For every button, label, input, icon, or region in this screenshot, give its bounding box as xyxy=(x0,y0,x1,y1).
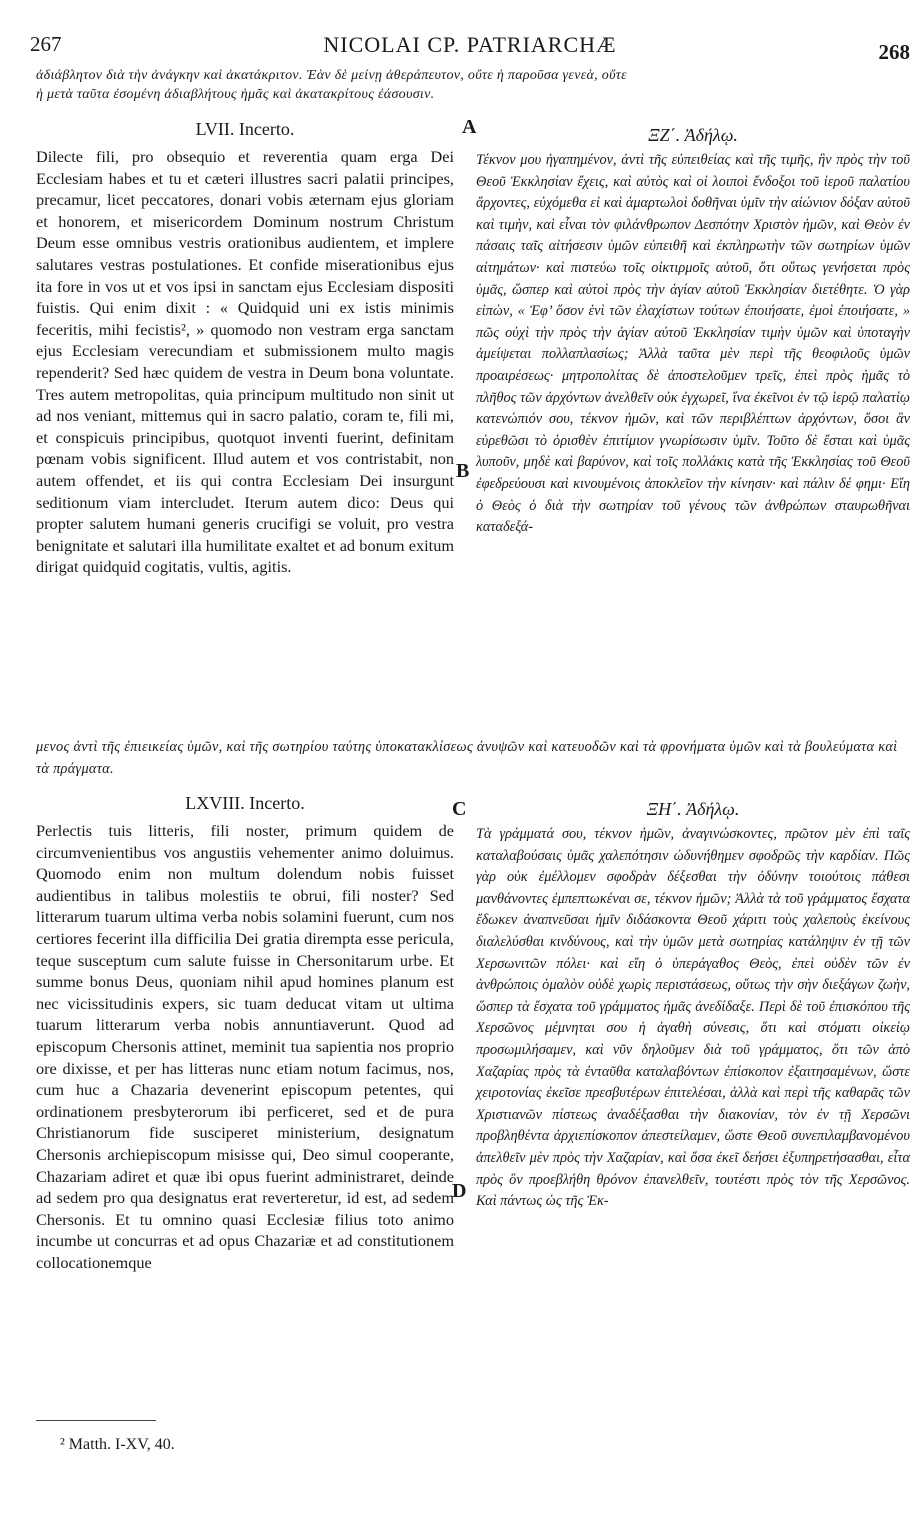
letter-68-latin-text: Perlectis tuis litteris, fili noster, primum quidem de circumvenientibus vos angustiis vehementer animo doluimus. Quomodo enim non multum dolendum nobis fuisset audientibus in talibus molestiis te obrui, fili noster? Sed litterarum tuarum ultima verba nobis solamini fuerunt, cum nos certiores fecerint illa difficilia Dei gratia dirempta esse pericula, teque susceptum cum salute fuisse in Chersonitarum urbe. Et summe bonus Deus, quoniam nihil apud homines planum est nec vicissitudinis expers, sic tuam deducat vitam ut ultima tuarum litterarum verba nobis annuntiaverunt. Quod ad episcopum Chersonis attinet, meminit tua sapientia nos proprio ore dixisse, et per has litteras nunc etiam notum facimus, nos, cum huc a Chazaria devenerint episcopum petentes, qui ordinationem presbyterorum ibi perficeret, sed et de pura Christianorum fide susciperet ministerium, designatum Chersonis archiepiscopum misisse qui, Deo simul cooperante, Chazariam adiret et quæ ibi opus fuerint administraret, deinde ad sedem pro qua designatus erat reverteretur, id est, ad sedem Chersonis. Et tu omnino quasi Ecclesiæ filius toto animo incumbe ut concurras et ad opus Chazariæ et ad constitutionem collocationemque xyxy=(36,821,454,1272)
footnote-rule xyxy=(36,1420,156,1421)
letter-67-latin xyxy=(36,118,454,578)
margin-letter-c: C xyxy=(452,798,467,820)
running-title: NICOLAI CP. PATRIARCHÆ xyxy=(323,32,617,57)
margin-letter-b: B xyxy=(456,460,470,482)
letter-67-latin-title: LVII. Incerto. xyxy=(195,119,295,139)
letter-68-greek-title: ΞΗ΄. Ἀδήλῳ. xyxy=(646,799,740,819)
letter-68-greek-text: Τὰ γράμματά σου, τέκνον ἡμῶν, ἀναγινώσκοντες, πρῶτον μὲν ἐπὶ ταῖς καταλαβούσαις ὑμᾶς χαλεπότησιν ὠδυνήθημεν σφοδρῶς τὴν καρδίαν. Πῶς γὰρ οὐκ ἐμέλλομεν σφοδρὰν δέξεσθαι τὴν ὀδύνην τοιούτοις πάθεσι μανθάνοντες ἐμπεπτωκέναι σε, τέκνον ἡμῶν; Ἀλλὰ τὰ τοῦ γράμματος ἔσχατα ἔδωκεν ἀναπνεῦσαι ἡμῖν διδάσκοντα Θεοῦ χάριτι τοὺς χαλεποὺς ἐκείνους διαλελύσθαι κινδύνους, καὶ τὴν ὑμῶν μετὰ σωτηρίας κατάληψιν ἐν τῇ τῶν Χερσωνιτῶν πόλει· καὶ εἴη ὁ ὑπεράγαθος Θεὸς, ἐπεὶ οὐδὲν τῶν ἐν ἀνθρώποις ὁμαλὸν οὐδὲ χωρὶς περιστάσεως, οὕτως τὴν σὴν διεξάγων ζωὴν, ὥσπερ τὰ ἔσχατα τοῦ γράμματος ἡμᾶς ἀνεδίδαξε. Περὶ δὲ τοῦ ἐπισκόπου τῆς Χερσῶνος μέμνηται σου ἡ ἀγαθὴ σύνεσις, ὅτι καὶ στόματι οἰκείῳ προσωμιλήσαμεν, καὶ νῦν δηλοῦμεν διὰ τοῦ γράμματος, ὅτι τῶν ἀπὸ Χαζαρίας πρὸς τὰ ἐνταῦθα καταλαβόντων ἐπίσκοπον ἐξαιτησαμένων, ὥστε χειροτονίας ἐκεῖσε πρεσβυτέρων ἐπιτελέσαι, ἀλλὰ καὶ περὶ τῆς καθαρᾶς τῶν Χριστιανῶν πίστεως ἀναδέξασθαι τὴν διακονίαν, τὸν ἐν τῇ Χερσῶνι προβληθέντα ἀρχιεπίσκοπον ἀπεστείλαμεν, ὥστε Θεοῦ συνεπιλαμβανομένου ἀπελθεῖν μὲν πρὸς τὴν Χαζαρίαν, καὶ ὅσα ἐκεῖ δεήσει ἐξυπηρετήσασθαι, εἶτα πρὸς ὃν προεβλήθη θρόνον ἐπανελθεῖν, τουτέστι πρὸς τὸν τῆς Χερσῶνος. Καὶ πάντως ὡς τῆς Ἐκ- xyxy=(476,826,910,1210)
running-header xyxy=(30,32,910,66)
footnote: ² Matth. I-XV, 40. xyxy=(60,1436,175,1453)
letter-68-greek xyxy=(476,798,910,1213)
margin-letter-a: A xyxy=(462,116,477,138)
letter-67-greek-continuation: μενος ἀντὶ τῆς ἐπιεικείας ὑμῶν, καὶ τῆς σωτηρίου ταύτης ὑποκατακλίσεως ἀνυψῶν καὶ κατευοδῶν καὶ τὰ φρονήματα ὑμῶν καὶ τὰ βουλεύματα καὶ τὰ πράγματα. xyxy=(36,739,898,777)
top-greek-line-2: ἡ μετὰ ταῦτα ἐσομένη ἀδιαβλήτους ἡμᾶς καὶ ἀκατακρίτους ἐάσουσιν. xyxy=(36,87,435,102)
margin-letter-d: D xyxy=(452,1180,467,1202)
letter-67-greek xyxy=(476,124,910,539)
letter-67-greek-title: ΞΖ΄. Ἀδήλῳ. xyxy=(648,125,738,145)
letter-68-latin xyxy=(36,792,454,1273)
letter-67-latin-text: Dilecte fili, pro obsequio et reverentia quam erga Dei Ecclesiam habes et tu et cæteri illustres sacri palatii principes, precamur, licet peccatores, donari vobis æternam ejus gloriam et honorem, et misericordem Dominum nostrum Christum Deum esse omnibus vestris orationibus audientem, et implere salutares vestras postulationes. Et confide miserationibus ejus ita fore in vos ut et vos ipsi in sanctam ejus Ecclesiam dispositi fuistis. Qui enim dixit : « Quidquid uni ex istis minimis feceritis, mihi fecistis², » quomodo non vestram erga sanctam ejus Ecclesiam verecundiam et submissionem multo magis rependerit? Sed hæc quidem de vestra in Deum bona voluntate. Tres autem metropolitas, quia principum multitudo non sinit ut ad nos veniant, mittemus qui in sacro palatio, coram te, fili mi, et conspicuis principibus, quotquot inventi fuerint, definitam pœnam vobis significent. Illud autem et vos contristabit, non autem offendet, et iis qui contra Ecclesiam Dei insurgunt seditionum viam intercludet. Iterum autem dico: Deus qui propter salutem humani generis crucifigi se voluit, pro vestra benignitate et salutari illa humilitate exaltet et ad bonum exitum dirigat quidquid cogitatis, vultis, agitis. xyxy=(36,147,454,577)
page-number-left: 267 xyxy=(30,32,62,56)
letter-68-latin-title: LXVIII. Incerto. xyxy=(185,793,305,813)
page-number-right: 268 xyxy=(878,40,910,64)
letter-67-greek-text: Τέκνον μου ἠγαπημένον, ἀντὶ τῆς εὐπειθείας καὶ τῆς τιμῆς, ἣν πρὸς τὴν τοῦ Θεοῦ Ἐκκλησίαν ἔχεις, καὶ αὐτὸς καὶ οἱ λοιποὶ ἔνδοξοι τοῦ ἱεροῦ παλατίου ἄρχοντες, εὐχόμεθα εἰ καὶ ἁμαρτωλοὶ δοθῆναι ὑμῖν τὴν αἰώνιον δόξαν αὐτοῦ καὶ τιμὴν, καὶ εἶναι τὸν φιλάνθρωπον Δεσπότην Χριστὸν ἡμῶν, καὶ Θεὸν ἐν πάσαις ταῖς αἰτήσεσιν ὑμῶν εὐπειθῆ καὶ ἐκπληρωτὴν τῶν σωτηρίων ὑμῶν αἰτημάτων· καὶ πιστεύω τοῖς οἰκτιρμοῖς αὐτοῦ, ὅτι οὕτως γενήσεται πρὸς ὑμᾶς, ὥσπερ καὶ αὐτοὶ πρὸς τὴν ἁγίαν αὐτοῦ Ἐκκλησίαν διετέθητε. Ὁ γὰρ εἰπὼν, « Ἐφ’ ὅσον ἑνὶ τῶν ἐλαχίστων τούτων ἐποιήσατε, ἐμοὶ ἐποιήσατε, » πῶς οὐχὶ τὴν πρὸς τὴν ἁγίαν αὐτοῦ Ἐκκλησίαν τιμὴν ὑμῶν καὶ ὑποταγὴν ἀμείψεται πολλαπλασίως; Ἀλλὰ ταῦτα μὲν περὶ τῆς θεοφιλοῦς ὑμῶν προαιρέσεως· μητροπολίτας δὲ ἀποστελοῦμεν τρεῖς, ἐπεὶ πρὸς ἡμᾶς τὸ πλῆθος τῶν ἀρχόντων ἀνελθεῖν οὐκ ἐγχωρεῖ, ἵνα ἐκεῖνοι ἐν τῷ ἱερῷ παλατίῳ κατενώπιόν σου, τέκνον ἡμῶν, καὶ τῶν περιβλέπτων ἀρχόντων, ὅσοι ἂν εὑρεθῶσι τὸ ὁρισθὲν ἐπιτίμιον γνωρίσωσιν ὑμῖν. Τοῦτο δὲ ἔσται καὶ ὑμᾶς λυποῦν, μηδὲ καὶ βαρύνον, καὶ τοῖς πολλάκις κατὰ τῆς Ἐκκλησίας τοῦ Θεοῦ ἐφεδρεύουσι καὶ κινουμένοις ἀποκλεῖον τὴν κίνησιν· καὶ πάλιν δέ φημι· Εἴη ὁ Θεὸς ὁ διὰ τὴν σωτηρίαν τοῦ γένους τῶν ἀνθρώπων σταυρωθῆναι καταδεξά- xyxy=(476,152,910,536)
top-greek-line-1: ἀδιάβλητον διὰ τὴν ἀνάγκην καὶ ἀκατάκριτον. Ἐὰν δὲ μείνῃ ἀθεράπευτον, οὔτε ἡ παροῦσα γενεὰ, οὔτε xyxy=(36,68,627,83)
top-greek-continuation xyxy=(36,66,910,104)
